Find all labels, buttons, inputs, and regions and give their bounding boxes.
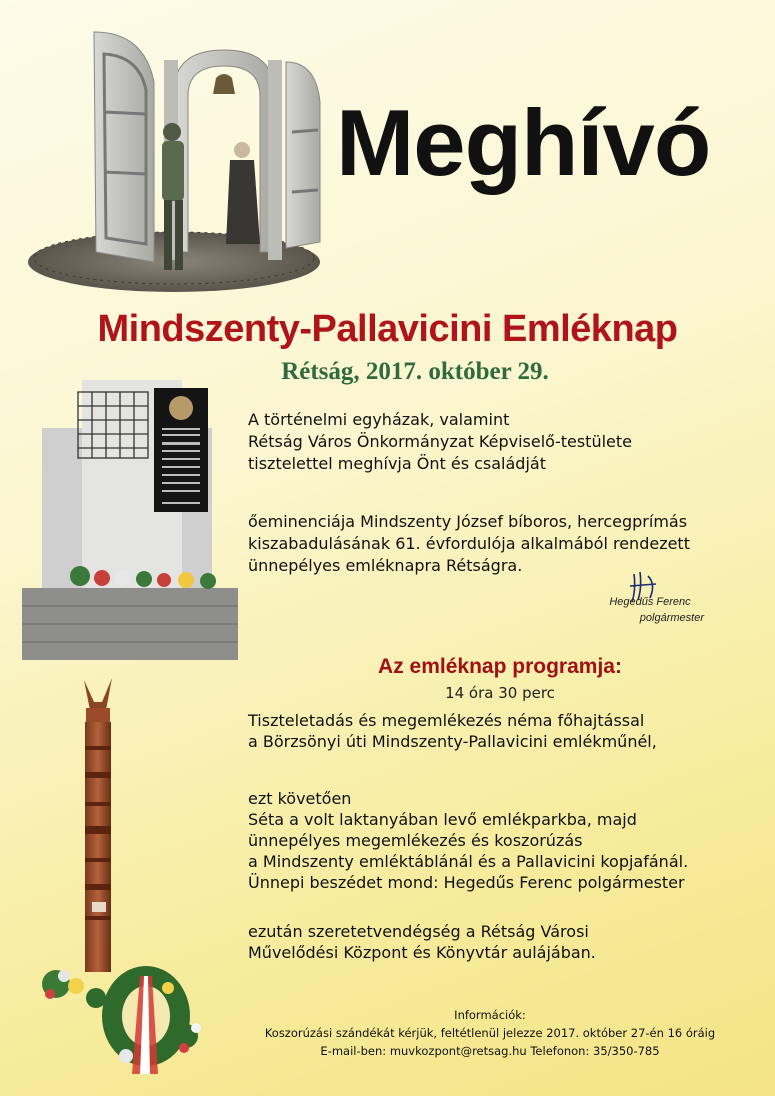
event-name: Mindszenty-Pallavicini Emléknap <box>97 308 678 350</box>
program-line: Művelődési Központ és Könyvtár aulájában. <box>248 943 596 962</box>
program-line: ezután szeretetvendégség a Rétság Városi <box>248 922 589 941</box>
invitation-reason-line: őeminenciája Mindszenty József bíboros, hercegprímás <box>248 512 688 531</box>
program-part-1 <box>248 710 768 752</box>
invitation-reason <box>248 511 758 577</box>
program-part-2 <box>248 788 768 893</box>
memorial-plaque-photo <box>22 378 238 660</box>
program-line: Ünnepi beszédet mond: Hegedűs Ferenc polgármester <box>248 873 685 892</box>
footer-info <box>220 1006 760 1060</box>
invitation-intro-line: Rétság Város Önkormányzat Képviselő-testülete <box>248 432 632 451</box>
program-line: ezt követően <box>248 789 352 808</box>
program-line: a Börzsönyi úti Mindszenty-Pallavicini emlékműnél, <box>248 732 657 751</box>
footer-deadline: Koszorúzási szándékát kérjük, feltétlenül jelezze 2017. október 27-én 16 óráig <box>264 1026 716 1040</box>
invitation-reason-line: kiszabadulásának 61. évfordulója alkalmából rendezett <box>248 534 690 553</box>
monument-photo <box>24 22 330 294</box>
signature-name: Hegedűs Ferenc <box>609 596 691 608</box>
invitation-intro-line: tisztelettel meghívja Önt és családját <box>248 454 546 473</box>
invitation-reason-line: ünnepélyes emléknapra Rétságra. <box>248 556 523 575</box>
signature-role: polgármester <box>639 612 704 624</box>
footer-contact: E-mail-ben: muvkozpont@retsag.hu Telefonon: 35/350-785 <box>320 1044 660 1058</box>
program-time: 14 óra 30 perc <box>445 684 555 702</box>
program-part-3 <box>248 921 768 963</box>
program-line: Séta a volt laktanyában levő emlékparkba, majd <box>248 810 637 829</box>
program-line: ünnepélyes megemlékezés és koszorúzás <box>248 831 583 850</box>
invitation-intro <box>248 409 758 475</box>
program-line: Tiszteletadás és megemlékezés néma főhajtással <box>248 711 645 730</box>
event-date: Rétság, 2017. október 29. <box>281 358 549 385</box>
program-line: a Mindszenty emléktáblánál és a Pallavicini kopjafánál. <box>248 852 689 871</box>
kopjafa-photo <box>36 676 216 1078</box>
footer-heading: Információk: <box>454 1008 526 1022</box>
program-title: Az emléknap programja: <box>378 655 622 678</box>
invitation-intro-line: A történelmi egyházak, valamint <box>248 410 510 429</box>
page-title: Meghívó <box>336 90 711 195</box>
